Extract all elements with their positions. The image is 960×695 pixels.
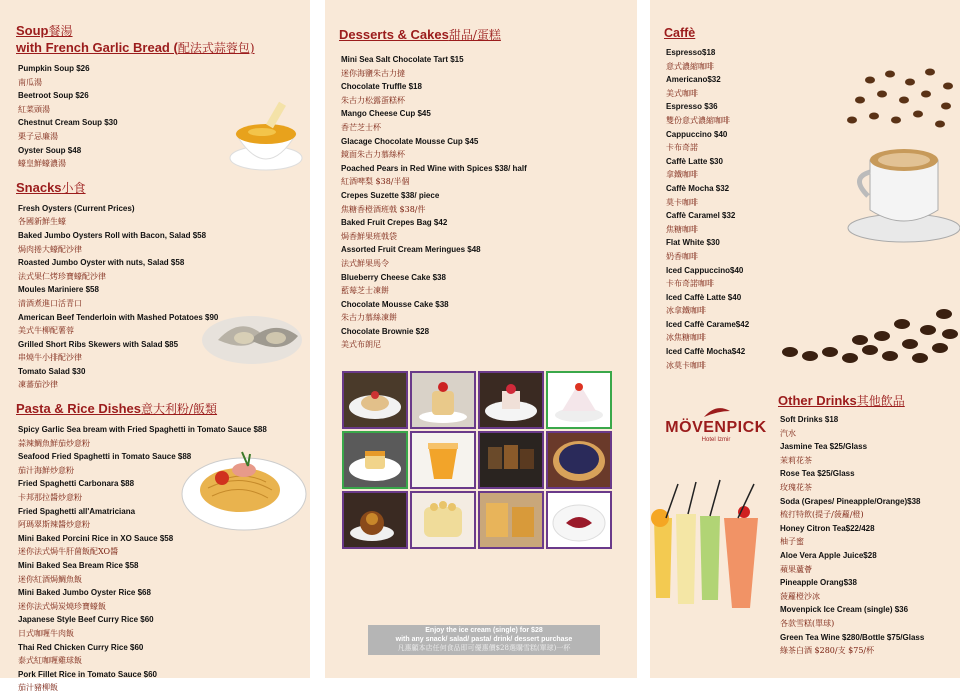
menu-item: Fresh Oysters (Current Prices) 各國新鮮生蠔: [18, 203, 135, 227]
drinks-photo: [650, 478, 770, 618]
desserts-heading: Desserts & Cakes甜品/蛋糕: [339, 27, 501, 42]
dessert-photo: [546, 431, 612, 489]
menu-item: Mini Baked Porcini Rice in XO Sauce $58 迷你法式焗牛肝菌飯配XO醬: [18, 533, 174, 557]
menu-item: Pineapple Orang$38 菠蘿橙沙冰: [780, 578, 857, 601]
menu-item: Aloe Vera Apple Juice$28 蘋果蘆薈: [780, 550, 877, 574]
menu-item: Pumpkin Soup $26 南瓜湯: [18, 64, 90, 87]
menu-item: Beetroot Soup $26 紅菜頭湯: [18, 91, 89, 114]
menu-item: Iced Caffè Latte $40 冰拿鐵咖啡: [666, 292, 742, 316]
menu-item: Cappuccino $40 卡布奇諾: [666, 129, 728, 153]
menu-item: Moules Mariniere $58 清酒煮進口活青口: [18, 285, 99, 308]
dessert-photo: [410, 371, 476, 429]
menu-item: Mango Cheese Cup $45 香芒芝士杯: [341, 109, 431, 132]
menu-item: Chocolate Mousse Cake $38 朱古力慕絲凍餅: [341, 299, 449, 323]
menu-item: Espresso$18 意式濃縮咖啡: [666, 48, 716, 71]
logo-brand: MÖVENPICK: [665, 419, 767, 436]
menu-item: Poached Pears in Red Wine with Spices $38/ half 紅酒啤梨 $38/半個: [341, 163, 527, 187]
menu-item: Fried Spaghetti all'Amatriciana 阿瑪翠斯辣醬炒意粉: [18, 506, 136, 530]
menu-item: Chocolate Truffle $18 朱古力松露蛋糕杯: [341, 82, 422, 105]
menu-item: Grilled Short Ribs Skewers with Salad $85 串燒牛小排配沙律: [18, 339, 179, 363]
dessert-photo: [342, 371, 408, 429]
menu-item: Americano$32 美式咖啡: [666, 75, 721, 98]
promo-line-3: 凡惠顧本店任何食品即可優惠價$28選購雪糕(單球)一杯: [397, 644, 571, 652]
dessert-photo: [546, 491, 612, 549]
menu-item: Green Tea Wine $280/Bottle $75/Glass 綠茶白酒 $280/支 $75/杯: [780, 632, 925, 656]
menu-item: Caffè Mocha $32 莫卡咖啡: [666, 183, 730, 207]
menu-item: Iced Caffè Mocha$42 冰莫卡咖啡: [666, 347, 746, 370]
menu-item: Iced Cappuccino$40 卡布奇諾咖啡: [666, 265, 744, 289]
snacks-heading: Snacks小食: [16, 179, 86, 195]
menu-item: Tomato Salad $30 凍蕃茄沙律: [18, 366, 86, 390]
other-drinks-heading: Other Drinks其他飲品: [778, 393, 905, 408]
dessert-photo-grid: [342, 371, 614, 549]
menu-item: Mini Baked Sea Bream Rice $58 迷你紅酒焗鯛魚飯: [18, 561, 139, 584]
leaf-icon: [702, 405, 732, 419]
pasta-heading: Pasta & Rice Dishes意大利粉/飯類: [16, 401, 218, 417]
oyster-photo: [200, 310, 305, 366]
menu-item: Espresso $36 雙份意式濃縮咖啡: [666, 102, 730, 125]
dessert-photo: [342, 491, 408, 549]
caffe-heading: Caffè: [664, 26, 696, 40]
dessert-photo: [478, 431, 544, 489]
menu-item: Caffè Latte $30 拿鐵咖啡: [666, 156, 723, 180]
menu-item: Chocolate Brownie $28 美式布朗尼: [341, 326, 430, 350]
menu-item: Movenpick Ice Cream (single) $36 各款雪糕(單球): [780, 605, 909, 628]
menu-item: Fried Spaghetti Carbonara $88 卡邦那拉醬炒意粉: [18, 479, 135, 503]
dessert-photo: [478, 491, 544, 549]
soup-subheading: with French Garlic Bread (配法式蒜蓉包): [16, 40, 255, 55]
menu-panel-desserts: [325, 0, 637, 678]
menu-item: American Beef Tenderloin with Mashed Potatoes $90 美式牛柳配薯蓉: [18, 312, 219, 336]
menu-item: Jasmine Tea $25/Glass 茉莉花茶: [780, 442, 868, 465]
other-drinks-section: [778, 392, 954, 666]
menu-item: Roasted Jumbo Oyster with nuts, Salad $58 法式果仁烤珍寶蠔配沙律: [18, 258, 185, 281]
dessert-photo: [410, 431, 476, 489]
menu-item: Caffè Caramel $32 焦糖咖啡: [666, 211, 736, 234]
menu-item: Chestnut Cream Soup $30 栗子忌廉湯: [18, 118, 118, 141]
promo-line-2: with any snack/ salad/ pasta/ drink/ dessert purchase: [395, 636, 573, 643]
menu-item: Rose Tea $25/Glass 玫瑰花茶: [780, 469, 855, 492]
promo-line-1: Enjoy the ice cream (single) for $28: [425, 627, 543, 634]
menu-item: Thai Red Chicken Curry Rice $60 泰式紅咖喱雞球飯: [18, 642, 144, 666]
menu-item: Japanese Style Beef Curry Rice $60 日式咖喱牛肉飯: [18, 615, 154, 638]
ice-cream-promo-banner: [368, 625, 600, 655]
coffee-beans-photo: [770, 300, 960, 368]
dessert-photo: [342, 431, 408, 489]
menu-item: Mini Baked Jumbo Oyster Rice $68 迷你法式焗炭燒珍寶蠔飯: [18, 588, 151, 611]
logo-subtitle: Hotel Izmir: [701, 437, 731, 443]
other-drinks-list: [780, 413, 954, 658]
menu-item: Seafood Fried Spaghetti in Tomato Sauce $88 茄汁海鮮炒意粉: [18, 452, 192, 475]
menu-item: Mini Sea Salt Chocolate Tart $15 迷你海鹽朱古力撻: [341, 55, 464, 78]
menu-item: Pork Fillet Rice in Tomato Sauce $60 茄汁豬柳飯: [18, 669, 158, 693]
dessert-photo: [478, 371, 544, 429]
dessert-photo: [546, 371, 612, 429]
menu-item: Oyster Soup $48 蠔皇鮮蠔濃湯: [18, 145, 82, 169]
menu-item: Iced Caffè Carame$42 冰焦糖咖啡: [666, 319, 750, 343]
menu-item: Blueberry Cheese Cake $38 藍莓芝士凍餅: [341, 272, 446, 296]
menu-item: Glacage Chocolate Mousse Cup $45 鏡面朱古力慕絲杯: [341, 136, 479, 160]
menu-item: Spicy Garlic Sea bream with Fried Spaghetti in Tomato Sauce $88 蒜辣鯛魚鮮茄炒意粉: [18, 425, 267, 448]
menu-item: Soda (Grapes/ Pineapple/Orange)$38 梳打特飲(提子/菠蘿/橙): [780, 496, 921, 520]
menu-item: Flat White $30 奶香咖啡: [666, 238, 720, 261]
dessert-photo: [410, 491, 476, 549]
menu-item: Baked Fruit Crepes Bag $42 焗香鮮果班戟袋: [341, 218, 448, 241]
menu-item: Crepes Suzette $38/ piece 焦糖香橙酒班戟 $38/件: [341, 190, 440, 214]
menu-item: Baked Jumbo Oysters Roll with Bacon, Salad $58 焗肉捲大蠔配沙律: [18, 230, 207, 254]
menu-item: Assorted Fruit Cream Meringues $48 法式鮮果馬令: [341, 245, 481, 268]
menu-item: Honey Citron Tea$22/428 柚子蜜: [780, 523, 875, 547]
coffee-cup-photo: [830, 60, 960, 250]
desserts-list: [341, 53, 625, 352]
soup-photo: [228, 96, 304, 178]
soup-heading: Soup餐湯: [16, 23, 73, 38]
movenpick-logo: [662, 405, 770, 453]
menu-item: Soft Drinks $18 汽水: [780, 415, 839, 438]
pasta-photo: [178, 432, 306, 536]
